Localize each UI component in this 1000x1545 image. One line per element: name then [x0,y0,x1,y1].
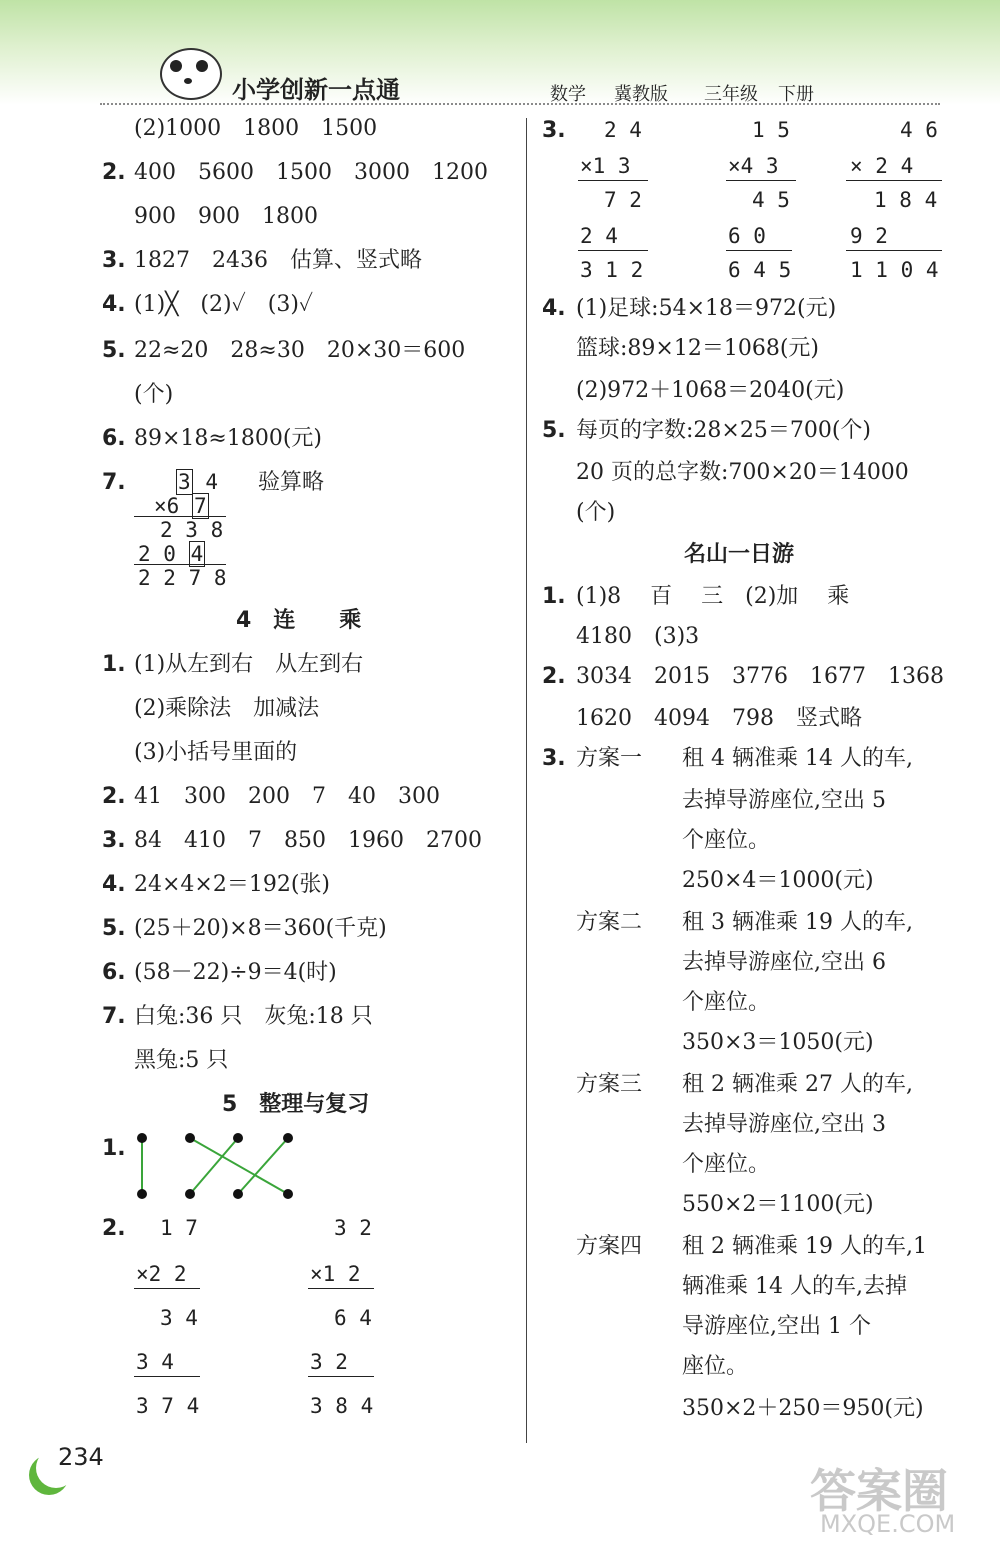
answer-line: 20 页的总字数:700×20＝14000 [576,460,909,485]
answer-line: 24×4×2＝192(张) [134,872,331,897]
answer-line: (2)乘除法 加减法 [134,696,320,721]
answer-line: 4180 (3)3 [576,624,700,649]
answer-line: (1)足球:54×18＝972(元) [576,296,837,321]
answer-line: (2)1000 1800 1500 [134,116,378,141]
question-number: 3. [542,746,566,771]
edition: 冀教版 [614,84,668,105]
answer-line: 1827 2436 估算、竖式略 [134,248,422,273]
plan-line: 租 3 辆准乘 19 人的车, [682,910,913,935]
answer-line: 验算略 [258,470,325,495]
watermark-url: MXQE.COM [820,1510,956,1538]
plan-line: 550×2＝1100(元) [682,1192,874,1217]
watermark: 答案圈 [810,1464,948,1518]
plan-line: 个座位。 [682,1152,771,1177]
answer-line: 41 300 200 7 40 300 [134,784,440,809]
plan-line: 去掉导游座位,空出 3 [682,1112,886,1137]
book-title: 小学创新一点通 [232,76,400,104]
term: 下册 [778,84,814,105]
plan-label: 方案四 [576,1234,643,1259]
question-number: 6. [102,426,126,451]
answer-line: (1)╳ (2)✓ (3)✓ [134,292,314,317]
question-number: 3. [542,118,566,143]
plan-line: 导游座位,空出 1 个 [682,1314,871,1339]
plan-line: 350×3＝1050(元) [682,1030,874,1055]
answer-line: (2)972＋1068＝2040(元) [576,378,845,403]
answer-line: 篮球:89×12＝1068(元) [576,336,819,361]
answer-line: (个) [576,500,616,525]
page-number: 234 [58,1443,104,1471]
question-number: 1. [102,1136,126,1161]
question-number: 4. [542,296,566,321]
section-title: 5 整理与复习 [222,1092,370,1117]
answer-line: 900 900 1800 [134,204,318,229]
plan-line: 去掉导游座位,空出 5 [682,788,886,813]
question-number: 4. [102,872,126,897]
question-number: 1. [102,652,126,677]
answer-line: (3)小括号里面的 [134,740,298,765]
answer-line: (1)8 百 三 (2)加 乘 [576,584,850,609]
question-number: 6. [102,960,126,985]
answer-line: 89×18≈1800(元) [134,426,323,451]
matching-diagram [130,1126,300,1206]
plan-line: 租 4 辆准乘 14 人的车, [682,746,913,771]
answer-line: (1)从左到右 从左到右 [134,652,364,677]
answer-line: 每页的字数:28×25＝700(个) [576,418,871,443]
question-number: 4. [102,292,126,317]
question-number: 5. [102,916,126,941]
question-number: 7. [102,1004,126,1029]
header-divider [100,103,940,105]
plan-line: 个座位。 [682,828,771,853]
question-number: 2. [542,664,566,689]
plan-line: 个座位。 [682,990,771,1015]
question-number: 3. [102,828,126,853]
answer-line: 3034 2015 3776 1677 1368 [576,664,944,689]
question-number: 3. [102,248,126,273]
question-number: 2. [102,1216,126,1241]
question-number: 5. [542,418,566,443]
plan-label: 方案二 [576,910,643,935]
section-title: 名山一日游 [684,542,795,567]
question-number: 2. [102,160,126,185]
answer-line: 22≈20 28≈30 20×30＝600 [134,338,466,363]
header-band [0,0,1000,105]
plan-line: 租 2 辆准乘 27 人的车, [682,1072,913,1097]
answer-line: (25＋20)×8＝360(千克) [134,916,387,941]
grade: 三年级 [704,84,758,105]
question-number: 1. [542,584,566,609]
plan-line: 350×2＋250＝950(元) [682,1396,924,1421]
section-title: 4 连 乘 [236,608,362,633]
question-number: 5. [102,338,126,363]
plan-label: 方案三 [576,1072,643,1097]
answer-line: 400 5600 1500 3000 1200 [134,160,488,185]
answer-line: 84 410 7 850 1960 2700 [134,828,482,853]
plan-line: 250×4＝1000(元) [682,868,874,893]
question-number: 7. [102,470,126,495]
answer-line: 黑兔:5 只 [134,1048,229,1073]
plan-label: 方案一 [576,746,643,771]
plan-line: 租 2 辆准乘 19 人的车,1 [682,1234,927,1259]
plan-line: 座位。 [682,1354,749,1379]
panda-mascot-icon [160,48,222,100]
answer-line: 1620 4094 798 竖式略 [576,706,862,731]
subject: 数学 [550,84,586,105]
answer-line: (58－22)÷9＝4(时) [134,960,337,985]
answer-line: 白兔:36 只 灰兔:18 只 [134,1004,373,1029]
answer-line: (个) [134,382,174,407]
plan-line: 去掉导游座位,空出 6 [682,950,886,975]
column-divider [526,118,527,1443]
plan-line: 辆准乘 14 人的车,去掉 [682,1274,907,1299]
question-number: 2. [102,784,126,809]
